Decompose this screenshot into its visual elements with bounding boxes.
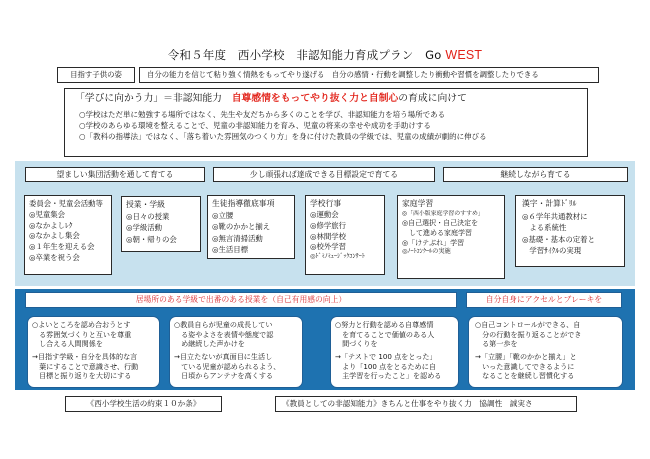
approach-line: →「テストで 100 点をとった」 [335,351,437,361]
approach-line: →「立腰」「靴のかかと揃え」と [475,351,577,361]
core-heading-prefix: 「学びに向かう力」＝非認知能力 [75,93,222,104]
activity-item: ◎生活目標 [212,244,249,254]
activity-item: して進める家庭学習 [402,228,472,237]
activity-item: ◎なかよしﾚｸ [29,220,73,230]
activity-events [305,195,385,275]
approach-line: め継続した声かけを [174,339,245,349]
approach-line: 主学習を行ったこと」を認める [335,371,442,381]
activity-item: ◎靴のかかと揃え [212,222,271,232]
activity-drills [515,195,625,267]
activity-item: 学習ｻｲｸﾙの実現 [522,245,582,255]
activity-title: 家庭学習 [402,199,434,208]
core-bullet: ○学校のあらゆる環境を整えることで、児童の非認知能力を育み、児童の将来の幸せや成功を手助けする [79,121,431,131]
core-bullet: ○学校はただ単に勉強する場所ではなく、先生や友だちから多くのことを学び、非認知能力を培う場所である [79,109,446,119]
activity-item: ◎朝・帰りの会 [126,234,177,244]
activity-item: ◎６学年共通教材に [522,212,588,222]
approach-card-self-control [468,316,623,388]
pillar-group-activities: 望ましい集団活動を通して育てる [25,167,205,182]
activity-item: ◎無言清掃活動 [212,233,263,243]
approach-line: 葉にすることで意識させ、行動 [32,361,139,371]
banner-belonging: 居場所のある学級で出番のある授業を（自己有用感の向上） [25,292,457,308]
activity-item: ◎ﾄﾞﾐﾉﾐｭｰｼﾞｯｸｺﾝｻｰﾄ [310,253,365,261]
activity-item: ◎修学旅行 [310,221,347,231]
activity-item: ◎校外学習 [310,242,347,252]
activity-committee [24,195,112,275]
activity-title: 漢字・計算ﾄﾞﾘﾙ [522,199,577,208]
approach-line: ○よいところを認め合おうとす [32,320,131,329]
banner-self-control: 自分自身にアクセルとブレーキを [466,292,622,308]
pillar-goal-setting: 少し頑張れば達成できる目標設定で育てる [213,167,435,182]
approach-line: る姿やよさを表情や態度で認 [174,329,274,339]
activity-title: 学校行事 [310,199,342,208]
title-accent: WEST [445,48,483,62]
activity-item: ◎基礎・基本の定着と [522,234,595,244]
approach-card-relationships [27,316,160,388]
activity-item: ◎児童集会 [29,209,66,219]
activity-lessons [121,196,201,252]
footer-teacher-skills: 《教員としての非認知能力》きちんと仕事をやり抜く力 協調性 誠実さ [275,396,577,412]
approach-line: より「100 点をとるために自 [335,361,436,371]
approach-line: →目指す学級・自分を具体的な言 [32,351,138,361]
approach-line: なることを継続し習慣化する [475,371,575,381]
footer-rules: 《西小学校生活の約束１０か条》 [65,396,222,412]
approach-card-self-esteem [330,316,459,388]
activity-title: 授業・学級 [126,200,165,209]
activity-guidance [207,195,295,259]
approach-line: ○自己コントロールができる、自 [475,320,581,329]
activity-item: ◎ﾉｰﾄｺﾝｸｰﾙの実施 [402,248,451,256]
approach-line: を育てることで価値のある人 [335,329,435,339]
activity-item: ◎１年生を迎える会 [29,241,95,251]
page-title [0,47,650,64]
activity-homework [397,195,505,279]
activity-item: ◎立腰 [212,211,234,221]
approach-line: 分の行動を振り返ることができ [475,329,582,339]
activity-title: 生徒指導徹底事項 [212,199,275,208]
activity-item: ◎学級活動 [126,223,163,233]
goal-label: 目指す子供の姿 [57,67,135,83]
activity-item: ◎「けテぶれ」学習 [402,238,465,247]
activity-title: 委員会・児童会活動等 [29,199,103,208]
title-main: 令和５年度 西小学校 非認知能力育成プラン Go [167,48,446,62]
activity-item: ◎なかよし集会 [29,231,80,241]
activity-item: ◎林間学校 [310,231,347,241]
core-heading-suffix: の育成に向けて [398,93,467,104]
approach-line: る第一歩を [475,339,518,349]
core-bullets [75,109,587,142]
approach-line: いった意識してできるように [475,361,575,371]
approach-line: る雰囲気づくりと互いを尊重 [32,329,132,339]
approach-line: ている児童が認められるよう、 [174,361,281,371]
approach-line: し合える人間関係を [32,339,103,349]
activity-item: ◎自己選択・自己決定を [402,218,479,227]
core-bullet: ○「教科の指導法」ではなく、「落ち着いた雰囲気のつくり方」を身に付けた教員の学級では、児童の成績が劇的に伸びる [79,132,487,142]
activity-item: よる系統性 [522,223,567,233]
activity-item: ◎卒業を祝う会 [29,252,80,262]
core-box [64,88,588,157]
approach-line: 間づくりを [335,339,378,349]
approach-line: ○努力と行動を認める自尊感情 [335,320,434,329]
approach-line: ○教員自らが児童の成長してい [174,320,273,329]
approach-line: 日頃からアンテナを高くする [174,371,274,381]
approach-line: 目標と振り返りを大切にする [32,371,132,381]
goal-text: 自分の能力を信じて粘り強く情熱をもってやり遂げる 自分の感情・行動を調整したり衝動や習慣を調整したりできる [139,67,599,83]
activity-item: ◎「西小版家庭学習のすすめ」 [402,211,484,218]
approach-card-recognition [169,316,303,388]
approach-line: →目立たないが真面目に生活し [174,351,273,361]
activity-item: ◎日々の授業 [126,212,170,222]
pillar-continuation: 継続しながら育てる [443,167,628,182]
core-heading-emphasis: 自尊感情をもってやり抜く力と自制心 [231,93,399,104]
activity-item: ◎運動会 [310,210,339,220]
core-heading [75,93,587,106]
